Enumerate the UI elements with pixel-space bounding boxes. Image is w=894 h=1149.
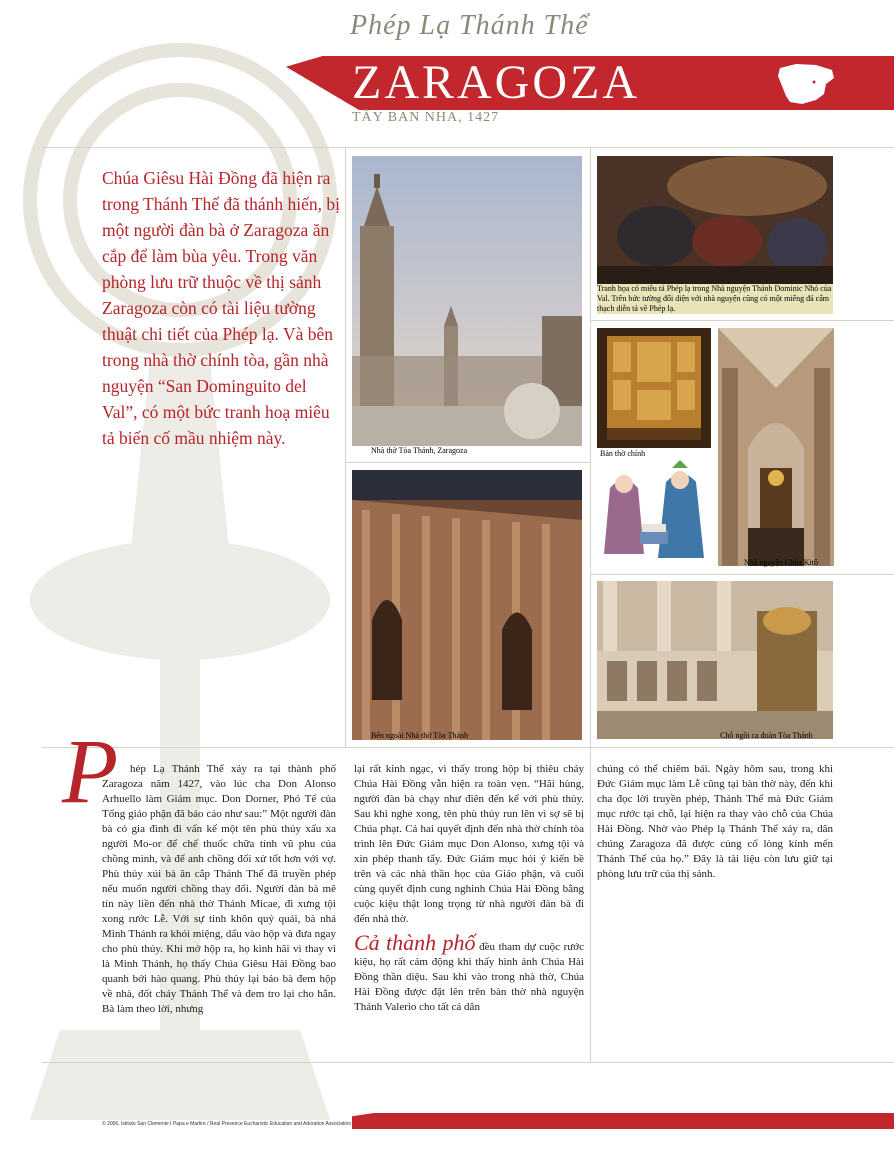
painting-caption: Tranh họa có miêu tả Phép lạ trong Nhà nguyện Thánh Dominic Nhỏ của Val. Trên bức tường đối diện với nhà nguyện cũng có một miếng đá cẩm thạch diễn tả về Phép lạ. <box>597 284 832 313</box>
body-column-1: hép Lạ Thánh Thể xảy ra tại thành phố Zaragoza năm 1427, vào lúc cha Don Alonso Arhuello làm Giám mục. Don Dorner, Phó Tế của Tổng giáo phận đã báo cáo như sau:” Một người đàn bà có gia đình đi vấn kế một tên phù thủy xấu xa người Mo-or để chế thuốc chữa tính vũ phu của chồng mình, và để anh chồng đối xử tốt hơn với vợ. Phù thủy xúi bà ăn cắp Thánh Thể đã truyền phép nếu muốn người chồng thay đổi. Người đàn bà mê tín này liền đến nhà thờ Thánh Micae, đi xưng tội xong rước Lễ. Với sự tinh khôn quỷ quái, bà nhả Minh Thánh ra khỏi miệng, dấu vào hộp và đưa ngay cho phù thủy. Khi mở hộp ra, họ kinh hãi vì thay vì là Minh Thánh, họ thấy Chúa Giêsu Hài Đồng bao quanh bởi hào quang. Phù thủy lại bảo bà đem hộp về nhà, đốt cháy Thánh Thể và đem tro lại cho hắn. Bà làm theo lời, nhưng <box>102 763 336 1015</box>
divider <box>42 747 894 748</box>
main-altar-photo <box>597 328 711 448</box>
body-column-3: chúng có thể chiêm bái. Ngày hôm sau, trong khi Đức Giám mục làm Lễ cũng tại bàn thờ này, đến khi cha đọc lời truyền phép, Thánh Thể mà Đức Giám mục rước tại chỗ, lại hiện ra thay vào chỗ của Chúa Hài Đồng. Nhờ vào Phép lạ Thánh Thể xảy ra, dân chúng Zaragoza đã được củng cố lòng kính mến Thánh Thể của họ.” Đây là tài liệu còn lưu giữ tại phòng lưu trữ của thị sảnh. <box>597 763 833 880</box>
drop-cap: P <box>62 720 119 822</box>
body-column-2b-text: đều tham dự cuộc rước kiệu, họ rất cảm động khi thấy hình ảnh Chúa Hài Đồng thần diệu. Sau khi vào trong nhà thờ, Chúa Hài Đồng được đặt lên trên bàn thờ nhà nguyện Thánh Valerio cho tất cả dân <box>354 941 584 1013</box>
footer-bar <box>352 1113 894 1129</box>
divider <box>590 574 894 575</box>
divider <box>590 147 591 747</box>
section-subheading: Cả thành phố <box>354 930 476 955</box>
exterior-photo <box>352 470 582 740</box>
intro-paragraph: Chúa Giêsu Hài Đồng đã hiện ra trong Thánh Thể đã thánh hiến, bị một người đàn bà ở Zaragoza ăn cắp để làm bùa yêu. Trong văn phòng lưu trữ thuộc về thị sảnh Zaragoza còn có tài liệu tường thuật chi tiết của Phép lạ. Và bên trong nhà thờ chính tòa, gần nhà nguyện “San Dominguito del Val”, có một bức tranh hoạ miêu tả biến cố mầu nhiệm này. <box>102 168 340 448</box>
altar-caption: Bàn thờ chính <box>600 449 646 458</box>
exterior-caption: Bên ngoài Nhà thờ Tòa Thánh <box>371 731 469 740</box>
divider <box>42 147 894 148</box>
body-column-2-text: lại rất kinh ngạc, vì thấy trong hộp bị thiêu cháy Chúa Hài Đồng vẫn hiện ra toàn vẹn. “Hãi hùng, người đàn bà chạy như điên đến kể với phù thủy. Sau khi nghe xong, tên phù thủy run lên vì sợ sẽ bị Chúa phạt. Cả hai quyết định đến nhà thờ chính tòa trình lên Đức Giám mục Don Alonso, xưng tội và xin phép thanh tẩy. Đức Giám mục hỏi ý kiến bề trên và các nhà thần học của Giáo phận, và cuối cùng quyết định cung nghinh Chúa Hài Đồng bằng cuộc kiệu thật long trọng từ nhà người đàn bà đi đến nhà thờ. <box>354 763 584 925</box>
chapel-caption: Nhà nguyện Chúa Kitô <box>744 558 818 567</box>
spain-map-icon <box>776 60 838 108</box>
divider <box>345 462 590 463</box>
choir-caption: Chỗ ngồi ca đoàn Tòa Thánh <box>720 731 813 740</box>
cathedral-photo <box>352 156 582 446</box>
divider <box>42 1062 894 1063</box>
illustration-woman-sorcerer <box>600 458 714 568</box>
chapel-photo <box>718 328 834 566</box>
divider <box>590 747 591 1062</box>
choir-photo <box>597 581 833 739</box>
miracle-painting-photo <box>597 156 833 284</box>
copyright-notice: © 2006, Istituto San Clemente I Papa e Martire / Real Presence Eucharistic Education and Adoration Association <box>102 1121 352 1127</box>
location-label: TÂY BAN NHA, 1427 <box>352 110 500 125</box>
body-column-2-continued <box>354 930 584 1015</box>
divider <box>590 320 894 321</box>
cathedral-caption: Nhà thờ Tòa Thánh, Zaragoza <box>371 446 468 455</box>
miracle-subtitle: Phép Lạ Thánh Thể <box>350 10 589 41</box>
body-column-2 <box>354 762 584 1015</box>
divider <box>345 147 346 747</box>
page-title: ZARAGOZA <box>352 56 640 109</box>
